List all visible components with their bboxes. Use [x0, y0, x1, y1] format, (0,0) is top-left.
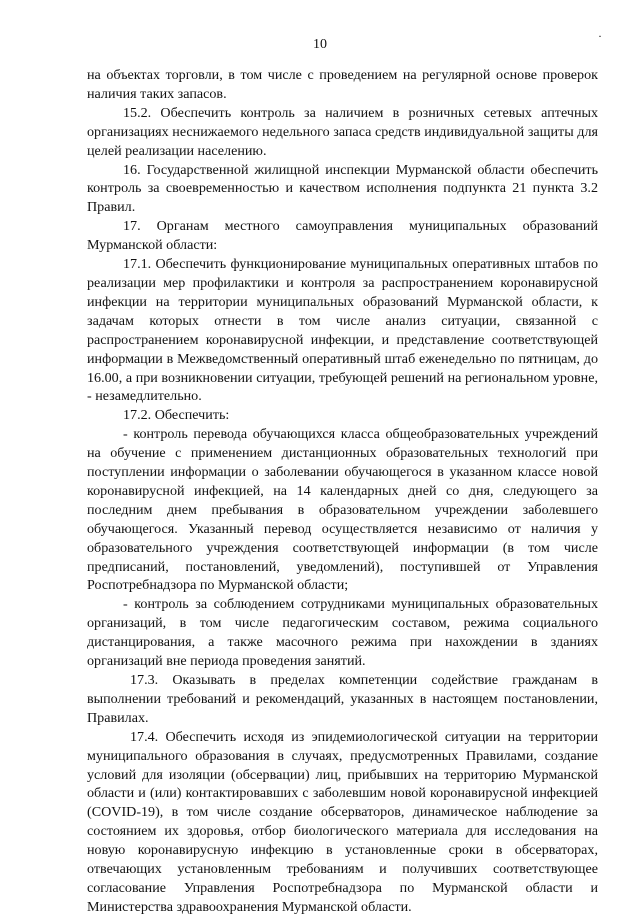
- paragraph-17-2: 17.2. Обеспечить:: [123, 407, 230, 424]
- paragraph-17-2-item-2: - контроль за соблюдением сотрудниками муниципальных образовательных организаций, в том числе педагогическим составом, режима социального дистанцирования, а также масочного режима при нахождении в зданиях организаций вне периода проведения занятий.: [87, 596, 598, 670]
- paragraph-15-2: 15.2. Обеспечить контроль за наличием в розничных сетевых аптечных организациях неснижаемого недельного запаса средств индивидуальной защиты для целей реализации населению.: [87, 104, 598, 159]
- page-number: 10: [313, 37, 327, 52]
- paragraph-17-4: 17.4. Обеспечить исходя из эпидемиологической ситуации на территории муниципального образования в случаях, предусмотренных Правилами, создание условий для изоляции (обсервации) лиц, прибывших на территорию Мурманской области и (или) контактировавших с заболевшим новой коронавирусной инфекцией (COVID-19), в том числе создание обсерваторов, динамическое наблюдение за состоянием их здоровья, отбор биологического материала для исследования на новую коронавирусную инфекцию в установленные сроки в обсерваторах, отвечающих установленным требованиям и получивших соответствующее согласование Управления Роспотребнадзора по Мурманской области и Министерства здравоохранения Мурманской области.: [87, 728, 598, 915]
- body-text: [87, 66, 598, 917]
- paragraph-17-2-item-1: - контроль перевода обучающихся класса общеобразовательных учреждений на обучение с применением дистанционных образовательных технологий при поступлении информации о заболевании обучающегося в указанном классе новой коронавирусной инфекцией, на 14 календарных дней со дня, следующего за последним днем пребывания в образовательном учреждении заболевшего обучающегося. Указанный перевод осуществляется независимо от наличия у образовательного учреждения соответствующей информации (в том числе предписаний, постановлений, уведомлений), поступившей от Управления Роспотребнадзора по Мурманской области;: [87, 426, 598, 594]
- paragraph-continued: на объектах торговли, в том числе с проведением на регулярной основе проверок наличия таких запасов.: [87, 67, 598, 102]
- corner-mark: ·: [598, 29, 602, 43]
- paragraph-16: 16. Государственной жилищной инспекции Мурманской области обеспечить контроль за своевременностью и качеством исполнения подпункта 21 пункта 3.2 Правил.: [87, 161, 598, 216]
- paragraph-17: 17. Органам местного самоуправления муниципальных образований Мурманской области:: [87, 218, 598, 254]
- paragraph-17-3: 17.3. Оказывать в пределах компетенции содействие гражданам в выполнении требований и рекомендаций, указанных в настоящем постановлении, Правилах.: [87, 672, 598, 726]
- paragraph-17-1: 17.1. Обеспечить функционирование муниципальных оперативных штабов по реализации мер профилактики и контроля за распространением коронавирусной инфекции на территории муниципальных образований Мурманской области, к задачам которых отнести в том числе анализ ситуации, связанной с распространением коронавирусной инфекции, и представление соответствующей информации в Межведомственный оперативный штаб еженедельно по пятницам, до 16.00, а при возникновении ситуации, требующей решений на региональном уровне, - незамедлительно.: [87, 256, 598, 405]
